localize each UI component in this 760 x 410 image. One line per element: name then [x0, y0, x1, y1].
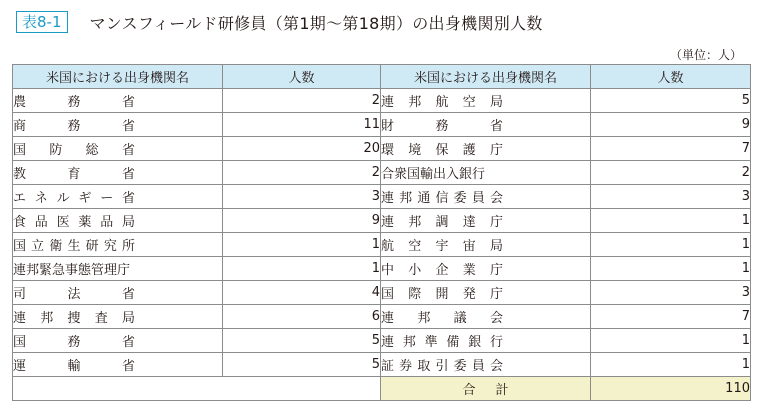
header-count-right: 人数 — [591, 65, 751, 89]
org-name-right — [381, 257, 591, 281]
table-row — [13, 185, 751, 209]
count-left: 2 — [223, 89, 381, 113]
table-row — [13, 113, 751, 137]
table-row — [13, 305, 751, 329]
title-row — [16, 10, 543, 34]
table-row — [13, 209, 751, 233]
count-right: 1 — [591, 353, 751, 377]
table-row — [13, 281, 751, 305]
org-name-left-text: 連邦緊急事態管理庁 — [13, 263, 131, 278]
count-right: 3 — [591, 281, 751, 305]
org-name-right — [381, 281, 591, 305]
org-name-left-text: 国立衛生研究所 — [13, 239, 135, 254]
org-name-right-text: 合衆国輸出入銀行 — [381, 167, 486, 182]
org-name-right-text: 連邦通信委員会 — [381, 191, 503, 206]
org-name-left — [13, 89, 223, 113]
org-name-right — [381, 137, 591, 161]
table-body — [13, 89, 751, 401]
count-right: 9 — [591, 113, 751, 137]
header-count-left: 人数 — [223, 65, 381, 89]
table-row — [13, 161, 751, 185]
org-name-left-text: エネルギー省 — [13, 191, 135, 206]
table-title: マンスフィールド研修員（第1期～第18期）の出身機関別人数 — [89, 13, 543, 33]
org-name-right-text: 連邦準備銀行 — [381, 335, 503, 350]
table-row — [13, 329, 751, 353]
count-left: 1 — [223, 233, 381, 257]
org-name-left — [13, 329, 223, 353]
org-name-right — [381, 185, 591, 209]
org-name-right-text: 環境保護庁 — [381, 143, 503, 158]
org-name-right — [381, 113, 591, 137]
org-name-right — [381, 233, 591, 257]
table-row — [13, 257, 751, 281]
org-name-left-text: 農務省 — [13, 95, 135, 110]
org-name-right — [381, 305, 591, 329]
count-right: 7 — [591, 137, 751, 161]
count-left: 4 — [223, 281, 381, 305]
count-left: 6 — [223, 305, 381, 329]
org-name-left — [13, 257, 223, 281]
org-name-right-text: 連邦議会 — [381, 311, 503, 326]
count-left: 5 — [223, 353, 381, 377]
table-row — [13, 137, 751, 161]
org-name-right — [381, 209, 591, 233]
count-left: 2 — [223, 161, 381, 185]
count-left: 3 — [223, 185, 381, 209]
org-name-left — [13, 113, 223, 137]
count-right: 1 — [591, 209, 751, 233]
org-name-left-text: 商務省 — [13, 119, 135, 134]
total-value: 110 — [591, 377, 751, 401]
org-name-left — [13, 209, 223, 233]
org-name-right — [381, 161, 591, 185]
org-name-right — [381, 329, 591, 353]
trainee-org-table — [12, 64, 751, 401]
total-label — [381, 377, 591, 401]
count-right: 7 — [591, 305, 751, 329]
org-name-left-text: 国務省 — [13, 335, 135, 350]
org-name-left — [13, 353, 223, 377]
count-right: 5 — [591, 89, 751, 113]
org-name-left-text: 国防総省 — [13, 143, 135, 158]
org-name-left-text: 連邦捜査局 — [13, 311, 135, 326]
empty-cell — [13, 377, 381, 401]
total-row — [13, 377, 751, 401]
count-right: 1 — [591, 329, 751, 353]
org-name-left-text: 司法省 — [13, 287, 135, 302]
count-left: 1 — [223, 257, 381, 281]
table-header-row — [13, 65, 751, 89]
count-left: 5 — [223, 329, 381, 353]
table-row — [13, 233, 751, 257]
org-name-left — [13, 305, 223, 329]
count-left: 9 — [223, 209, 381, 233]
org-name-right-text: 国際開発庁 — [381, 287, 503, 302]
count-right: 2 — [591, 161, 751, 185]
header-org-right: 米国における出身機関名 — [381, 65, 591, 89]
org-name-right-text: 中小企業庁 — [381, 263, 503, 278]
org-name-right — [381, 89, 591, 113]
count-right: 1 — [591, 233, 751, 257]
org-name-right — [381, 353, 591, 377]
org-name-right-text: 連邦調達庁 — [381, 215, 503, 230]
org-name-left — [13, 161, 223, 185]
org-name-left-text: 教育省 — [13, 167, 135, 182]
org-name-left — [13, 185, 223, 209]
count-right: 1 — [591, 257, 751, 281]
org-name-left-text: 食品医薬品局 — [13, 215, 135, 230]
unit-note: （単位：人） — [669, 48, 742, 62]
table-number-badge: 表8-1 — [16, 11, 68, 33]
table-row — [13, 353, 751, 377]
org-name-left — [13, 233, 223, 257]
org-name-right-text: 財務省 — [381, 119, 503, 134]
org-name-left-text: 運輸省 — [13, 359, 135, 374]
header-org-left: 米国における出身機関名 — [13, 65, 223, 89]
count-left: 11 — [223, 113, 381, 137]
count-left: 20 — [223, 137, 381, 161]
org-name-right-text: 航空宇宙局 — [381, 239, 503, 254]
org-name-right-text: 証券取引委員会 — [381, 359, 503, 374]
total-label-text: 合計 — [462, 383, 509, 398]
table-row — [13, 89, 751, 113]
count-right: 3 — [591, 185, 751, 209]
org-name-left — [13, 137, 223, 161]
org-name-left — [13, 281, 223, 305]
org-name-right-text: 連邦航空局 — [381, 95, 503, 110]
